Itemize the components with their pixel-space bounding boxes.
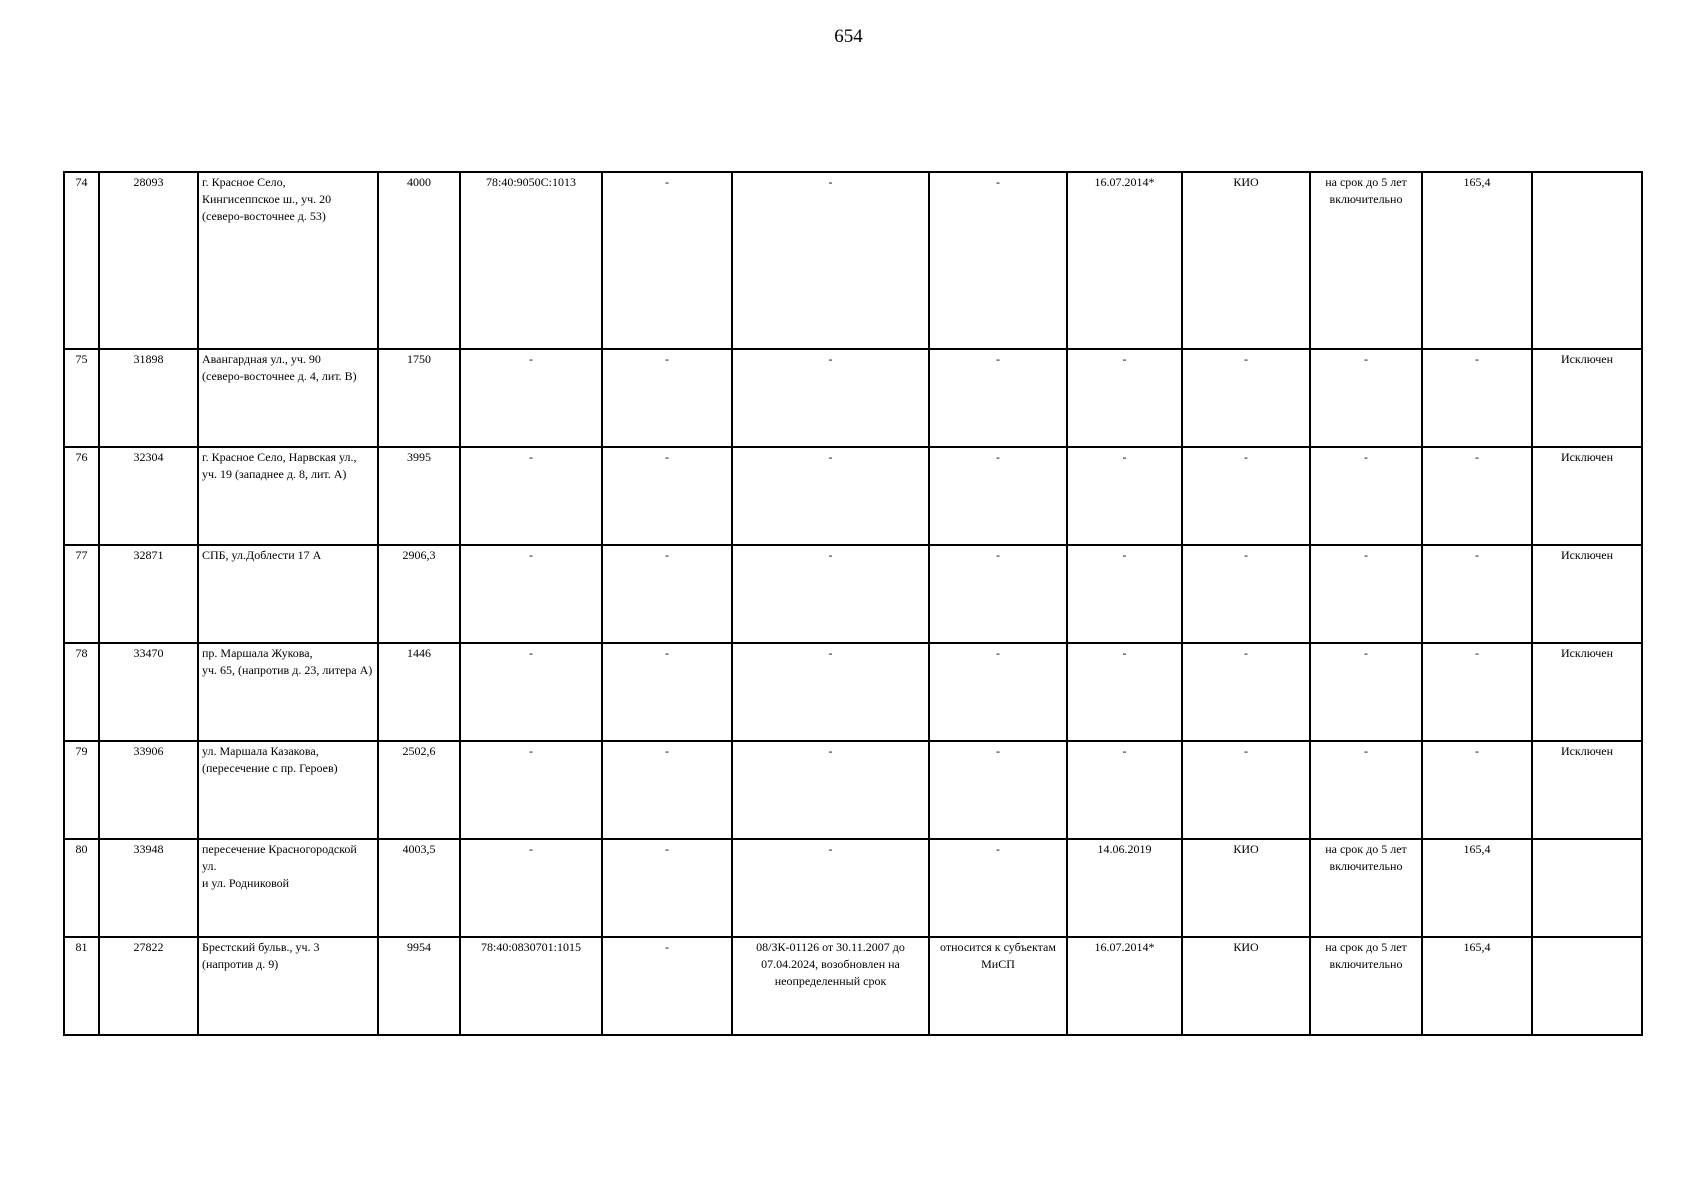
cell-value: 165,4	[1422, 937, 1532, 1035]
cell-term: -	[1310, 447, 1422, 545]
cell-organization: -	[1182, 545, 1310, 643]
cell-term: -	[1310, 643, 1422, 741]
cell-area: 1750	[378, 349, 460, 447]
cell-column-6-value: -	[602, 172, 732, 349]
cell-lease-info: -	[732, 447, 929, 545]
cell-area: 4000	[378, 172, 460, 349]
table-row	[64, 172, 1642, 349]
table-row	[64, 839, 1642, 937]
cell-lease-info: 08/ЗК-01126 от 30.11.2007 до 07.04.2024, возобновлен на неопределенный срок	[732, 937, 929, 1035]
cell-cadastral-number: -	[460, 447, 602, 545]
cell-object-id: 32871	[99, 545, 198, 643]
cell-address: СПБ, ул.Доблести 17 А	[198, 545, 378, 643]
cell-term: -	[1310, 349, 1422, 447]
cell-row-number: 76	[64, 447, 99, 545]
cell-area: 3995	[378, 447, 460, 545]
cell-row-number: 74	[64, 172, 99, 349]
cell-object-id: 28093	[99, 172, 198, 349]
cell-date: -	[1067, 741, 1182, 839]
cell-lease-info: -	[732, 643, 929, 741]
cell-value: -	[1422, 349, 1532, 447]
cell-date: 16.07.2014*	[1067, 937, 1182, 1035]
cell-cadastral-number: -	[460, 643, 602, 741]
cell-cadastral-number: -	[460, 839, 602, 937]
cell-organization: -	[1182, 349, 1310, 447]
cell-value: -	[1422, 741, 1532, 839]
table-row	[64, 937, 1642, 1035]
cell-organization: -	[1182, 643, 1310, 741]
cell-address: Авангардная ул., уч. 90 (северо-восточнее д. 4, лит. В)	[198, 349, 378, 447]
cell-term: -	[1310, 545, 1422, 643]
table-row	[64, 643, 1642, 741]
cell-area: 2502,6	[378, 741, 460, 839]
cell-column-6-value: -	[602, 349, 732, 447]
cell-organization: -	[1182, 447, 1310, 545]
cell-category: -	[929, 172, 1067, 349]
cell-note: Исключен	[1532, 545, 1642, 643]
cell-lease-info: -	[732, 349, 929, 447]
cell-category: -	[929, 643, 1067, 741]
cell-object-id: 32304	[99, 447, 198, 545]
cell-column-6-value: -	[602, 741, 732, 839]
cell-cadastral-number: -	[460, 349, 602, 447]
cell-lease-info: -	[732, 545, 929, 643]
cell-value: -	[1422, 447, 1532, 545]
cell-category: -	[929, 545, 1067, 643]
cell-address: Брестский бульв., уч. 3 (напротив д. 9)	[198, 937, 378, 1035]
cell-area: 9954	[378, 937, 460, 1035]
cell-row-number: 78	[64, 643, 99, 741]
cell-value: 165,4	[1422, 172, 1532, 349]
cell-lease-info: -	[732, 172, 929, 349]
cell-term: на срок до 5 лет включительно	[1310, 937, 1422, 1035]
cell-date: 14.06.2019	[1067, 839, 1182, 937]
cell-category: -	[929, 349, 1067, 447]
cell-cadastral-number: -	[460, 545, 602, 643]
cell-area: 4003,5	[378, 839, 460, 937]
cell-organization: КИО	[1182, 839, 1310, 937]
cell-address: пересечение Красногородской ул. и ул. Родниковой	[198, 839, 378, 937]
cell-address: пр. Маршала Жукова, уч. 65, (напротив д. 23, литера А)	[198, 643, 378, 741]
table-row	[64, 545, 1642, 643]
cell-area: 1446	[378, 643, 460, 741]
cell-date: -	[1067, 447, 1182, 545]
cell-organization: КИО	[1182, 937, 1310, 1035]
land-plots-table	[63, 171, 1643, 1036]
table-row	[64, 447, 1642, 545]
cell-object-id: 33948	[99, 839, 198, 937]
cell-column-6-value: -	[602, 447, 732, 545]
cell-category: -	[929, 839, 1067, 937]
cell-area: 2906,3	[378, 545, 460, 643]
cell-cadastral-number: -	[460, 741, 602, 839]
cell-column-6-value: -	[602, 937, 732, 1035]
page-number: 654	[834, 26, 863, 47]
cell-note: Исключен	[1532, 643, 1642, 741]
cell-date: -	[1067, 643, 1182, 741]
cell-date: -	[1067, 349, 1182, 447]
cell-address: г. Красное Село, Нарвская ул., уч. 19 (западнее д. 8, лит. А)	[198, 447, 378, 545]
cell-value: -	[1422, 643, 1532, 741]
cell-column-6-value: -	[602, 545, 732, 643]
cell-object-id: 31898	[99, 349, 198, 447]
table-row	[64, 349, 1642, 447]
cell-term: на срок до 5 лет включительно	[1310, 839, 1422, 937]
cell-note	[1532, 937, 1642, 1035]
cell-organization: КИО	[1182, 172, 1310, 349]
cell-row-number: 80	[64, 839, 99, 937]
cell-cadastral-number: 78:40:0830701:1015	[460, 937, 602, 1035]
cell-object-id: 33470	[99, 643, 198, 741]
cell-date: -	[1067, 545, 1182, 643]
cell-date: 16.07.2014*	[1067, 172, 1182, 349]
cell-category: -	[929, 447, 1067, 545]
cell-column-6-value: -	[602, 643, 732, 741]
cell-row-number: 81	[64, 937, 99, 1035]
cell-note	[1532, 172, 1642, 349]
cell-address: ул. Маршала Казакова, (пересечение с пр. Героев)	[198, 741, 378, 839]
cell-row-number: 75	[64, 349, 99, 447]
cell-cadastral-number: 78:40:9050С:1013	[460, 172, 602, 349]
cell-column-6-value: -	[602, 839, 732, 937]
cell-lease-info: -	[732, 741, 929, 839]
cell-value: -	[1422, 545, 1532, 643]
cell-lease-info: -	[732, 839, 929, 937]
cell-note: Исключен	[1532, 741, 1642, 839]
table-row	[64, 741, 1642, 839]
cell-category: относится к субъектам МиСП	[929, 937, 1067, 1035]
cell-address: г. Красное Село, Кингисеппское ш., уч. 20 (северо-восточнее д. 53)	[198, 172, 378, 349]
table-body	[64, 172, 1642, 1035]
cell-organization: -	[1182, 741, 1310, 839]
cell-term: на срок до 5 лет включительно	[1310, 172, 1422, 349]
cell-value: 165,4	[1422, 839, 1532, 937]
cell-row-number: 77	[64, 545, 99, 643]
cell-term: -	[1310, 741, 1422, 839]
cell-object-id: 33906	[99, 741, 198, 839]
cell-note: Исключен	[1532, 349, 1642, 447]
cell-object-id: 27822	[99, 937, 198, 1035]
cell-category: -	[929, 741, 1067, 839]
cell-note	[1532, 839, 1642, 937]
cell-note: Исключен	[1532, 447, 1642, 545]
cell-row-number: 79	[64, 741, 99, 839]
